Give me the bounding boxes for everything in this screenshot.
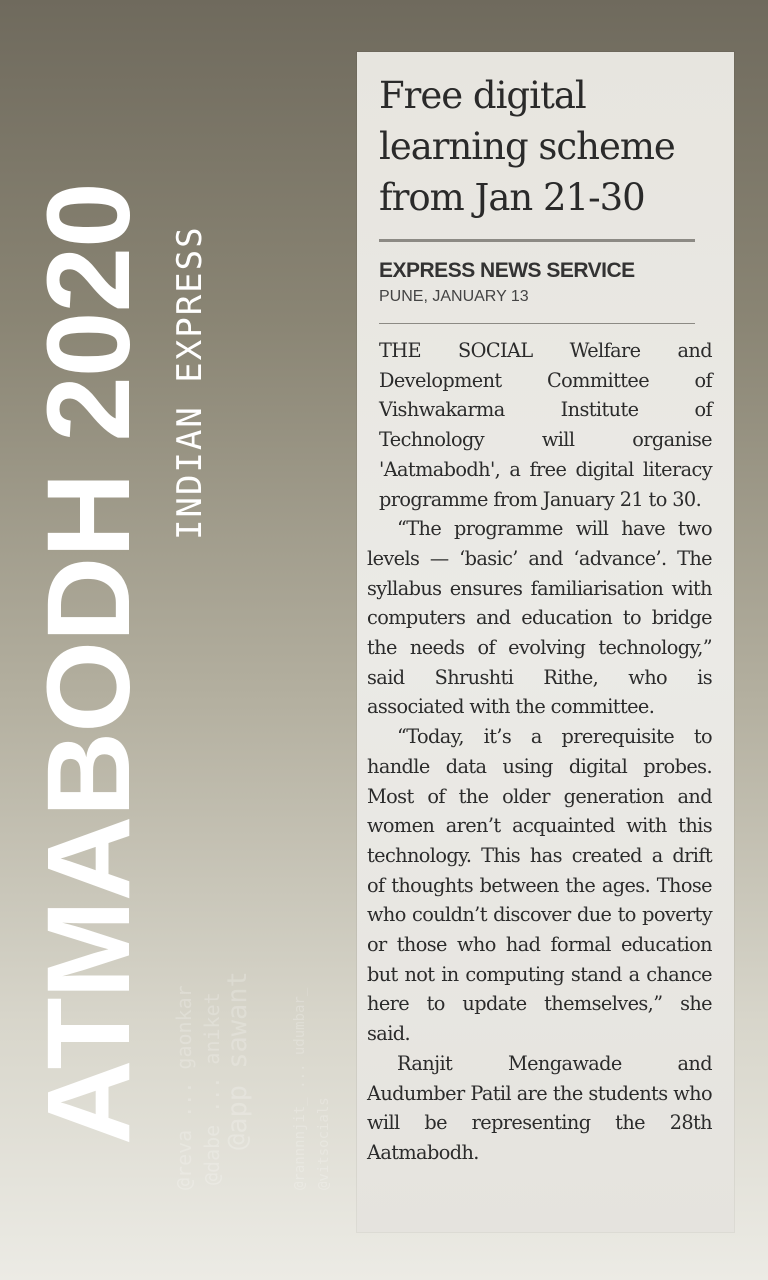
article-paragraph: Ranjit Mengawade and Audumber Patil are the students who will be representing the 28th Aatmabodh.: [367, 1051, 712, 1164]
article-paragraph: “The programme will have two levels — ‘basic’ and ‘advance’. The syllabus ensures familiarisation with computers and education to bridge the needs of evolving technology,” said Shrushti Rithe, who is associated with the committee.: [367, 517, 712, 719]
mention-tag: @vitsocials: [316, 1097, 332, 1190]
newspaper-clipping: [357, 52, 734, 1232]
mention-tag: @app sawant: [222, 971, 253, 1150]
article-paragraph: “Today, it’s a prerequisite to handle data using digital probes. Most of the older generation and women aren’t acquainted with this technology. This has created a drift of thoughts between the ages. Those who couldn’t discover due to poverty or those who had formal education but not in computing stand a chance here to update themselves,” she said.: [367, 725, 712, 1046]
mention-tag: @reva ... gaonkar: [172, 985, 196, 1190]
headline-rule: [379, 239, 695, 242]
mention-tag: @dabe ... aniket: [200, 992, 224, 1185]
story-title: ATMABODH 2020: [23, 183, 155, 1145]
mention-tag: @rannnnjit_ ... udumbar_: [292, 987, 308, 1190]
article-byline: EXPRESS NEWS SERVICE: [379, 259, 635, 282]
byline-rule: [379, 323, 695, 324]
article-dateline: PUNE, JANUARY 13: [379, 288, 529, 305]
article-body: [367, 336, 712, 1168]
article-headline: Free digital learning scheme from Jan 21-30: [379, 74, 675, 219]
article-paragraph: THE SOCIAL Welfare and Development Committee of Vishwakarma Institute of Technology will organise 'Aatmabodh', a free digital literacy programme from January 21 to 30.: [379, 339, 712, 511]
story-subtitle: INDIAN EXPRESS: [170, 225, 210, 540]
